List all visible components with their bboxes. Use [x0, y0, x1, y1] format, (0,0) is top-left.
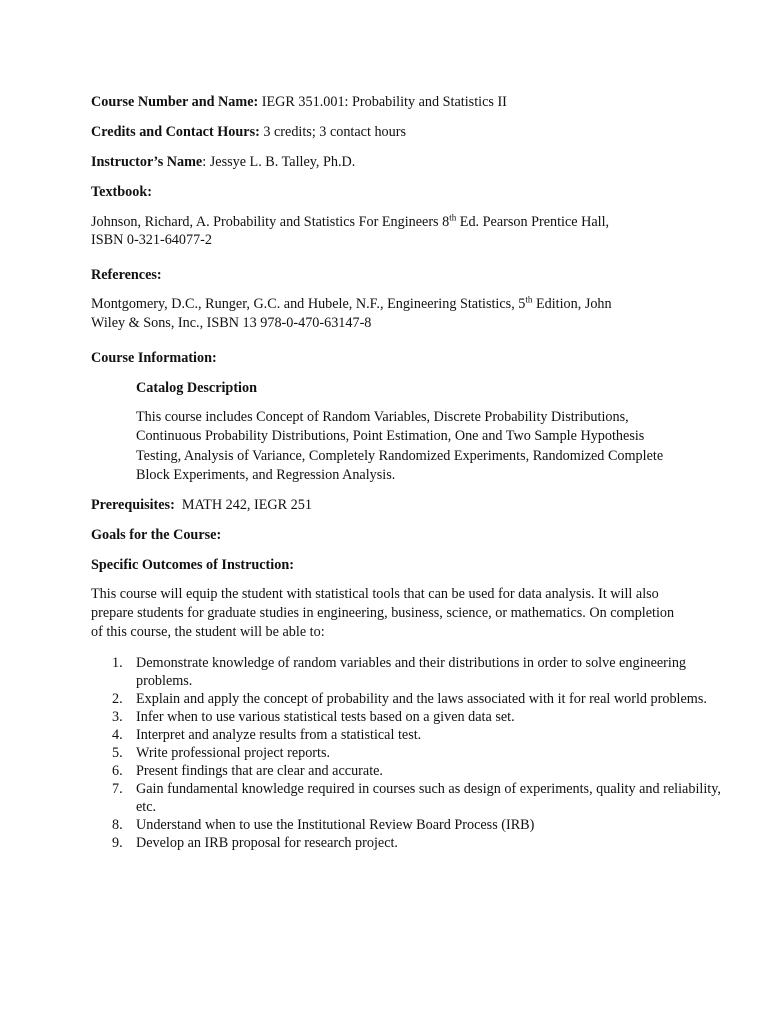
course-number-line	[91, 93, 507, 111]
outcome-item	[112, 780, 726, 816]
catalog-description-text: This course includes Concept of Random Variables, Discrete Probability Distributions, Continuous Probability Distributions, Point Estimation, One and Two Sample Hypothesis Testing, Analysis of Variance, Completely Randomized Experiments, Randomized Complete Block Experiments, and Regression Analysis.	[136, 409, 664, 484]
reference-citation-text-end: Edition, John	[532, 296, 612, 312]
credits-value: 3 credits; 3 contact hours	[263, 124, 406, 140]
outcome-number: 5.	[112, 745, 123, 761]
prerequisites-value: MATH 242, IEGR 251	[181, 497, 312, 513]
instructor-line	[91, 153, 355, 171]
outcome-text: Write professional project reports.	[136, 745, 331, 761]
textbook-heading-text: Textbook:	[91, 184, 152, 200]
outcome-number: 7.	[112, 781, 123, 797]
instructor-colon: :	[202, 154, 207, 170]
textbook-citation-text: Johnson, Richard, A. Probability and Statistics For Engineers 8	[91, 214, 450, 230]
textbook-citation-line-1	[91, 213, 609, 231]
reference-edition-superscript: th	[525, 294, 533, 305]
outcome-item	[112, 654, 726, 690]
prerequisites-label: Prerequisites:	[91, 497, 175, 513]
outcome-number: 8.	[112, 817, 123, 833]
course-number-label: Course Number and Name:	[91, 94, 259, 110]
outcome-number: 1.	[112, 655, 123, 671]
reference-citation-text: Montgomery, D.C., Runger, G.C. and Hubele, N.F., Engineering Statistics, 5	[91, 296, 526, 312]
outcome-text: Gain fundamental knowledge required in courses such as design of experiments, quality and reliability, etc.	[136, 781, 721, 815]
outcomes-heading-text: Specific Outcomes of Instruction:	[91, 557, 294, 573]
reference-citation-line-2	[91, 314, 371, 332]
textbook-citation-text-end: Ed. Pearson Prentice Hall,	[456, 214, 610, 230]
outcome-text: Understand when to use the Institutional Review Board Process (IRB)	[136, 817, 535, 833]
outcome-text: Interpret and analyze results from a statistical test.	[136, 727, 422, 743]
outcome-item	[112, 690, 726, 708]
outcome-number: 6.	[112, 763, 123, 779]
outcome-text: Demonstrate knowledge of random variables and their distributions in order to solve engineering problems.	[136, 655, 687, 689]
credits-line	[91, 123, 406, 141]
goals-heading	[91, 526, 221, 544]
outcome-number: 3.	[112, 709, 123, 725]
outcome-text: Infer when to use various statistical tests based on a given data set.	[136, 709, 515, 725]
outcome-item	[112, 762, 726, 780]
outcome-item	[112, 834, 726, 852]
outcomes-list	[91, 654, 726, 852]
outcome-number: 2.	[112, 691, 123, 707]
instructor-label: Instructor’s Name	[91, 154, 203, 170]
outcome-number: 9.	[112, 835, 123, 851]
outcome-item	[112, 726, 726, 744]
references-heading	[91, 266, 162, 284]
textbook-isbn-text: ISBN 0-321-64077-2	[91, 232, 212, 248]
outcome-item	[112, 816, 726, 834]
reference-isbn-text: Wiley & Sons, Inc., ISBN 13 978-0-470-63147-8	[91, 315, 372, 331]
course-number-value: IEGR 351.001: Probability and Statistics II	[261, 94, 507, 110]
catalog-description-heading	[136, 379, 681, 397]
catalog-description-heading-text: Catalog Description	[136, 380, 257, 396]
outcomes-intro: This course will equip the student with statistical tools that can be used for data analysis. It will also prepare students for graduate studies in engineering, business, science, or mathematics. On completion of this course, the student will be able to:	[91, 586, 675, 640]
prerequisites-line	[91, 496, 312, 514]
course-information-heading	[91, 349, 217, 367]
textbook-heading	[91, 183, 152, 201]
outcome-text: Develop an IRB proposal for research project.	[136, 835, 398, 851]
outcome-text: Explain and apply the concept of probability and the laws associated with it for real world problems.	[136, 691, 707, 707]
reference-citation-line-1	[91, 295, 612, 313]
goals-heading-text: Goals for the Course:	[91, 527, 222, 543]
outcome-item	[112, 744, 726, 762]
outcomes-heading	[91, 556, 294, 574]
textbook-isbn	[91, 231, 212, 249]
outcome-number: 4.	[112, 727, 123, 743]
outcome-text: Present findings that are clear and accurate.	[136, 763, 383, 779]
instructor-value: Jessye L. B. Talley, Ph.D.	[209, 154, 356, 170]
course-information-heading-text: Course Information:	[91, 350, 217, 366]
credits-label: Credits and Contact Hours:	[91, 124, 260, 140]
outcome-item	[112, 708, 726, 726]
textbook-edition-superscript: th	[449, 212, 457, 223]
references-heading-text: References:	[91, 267, 162, 283]
